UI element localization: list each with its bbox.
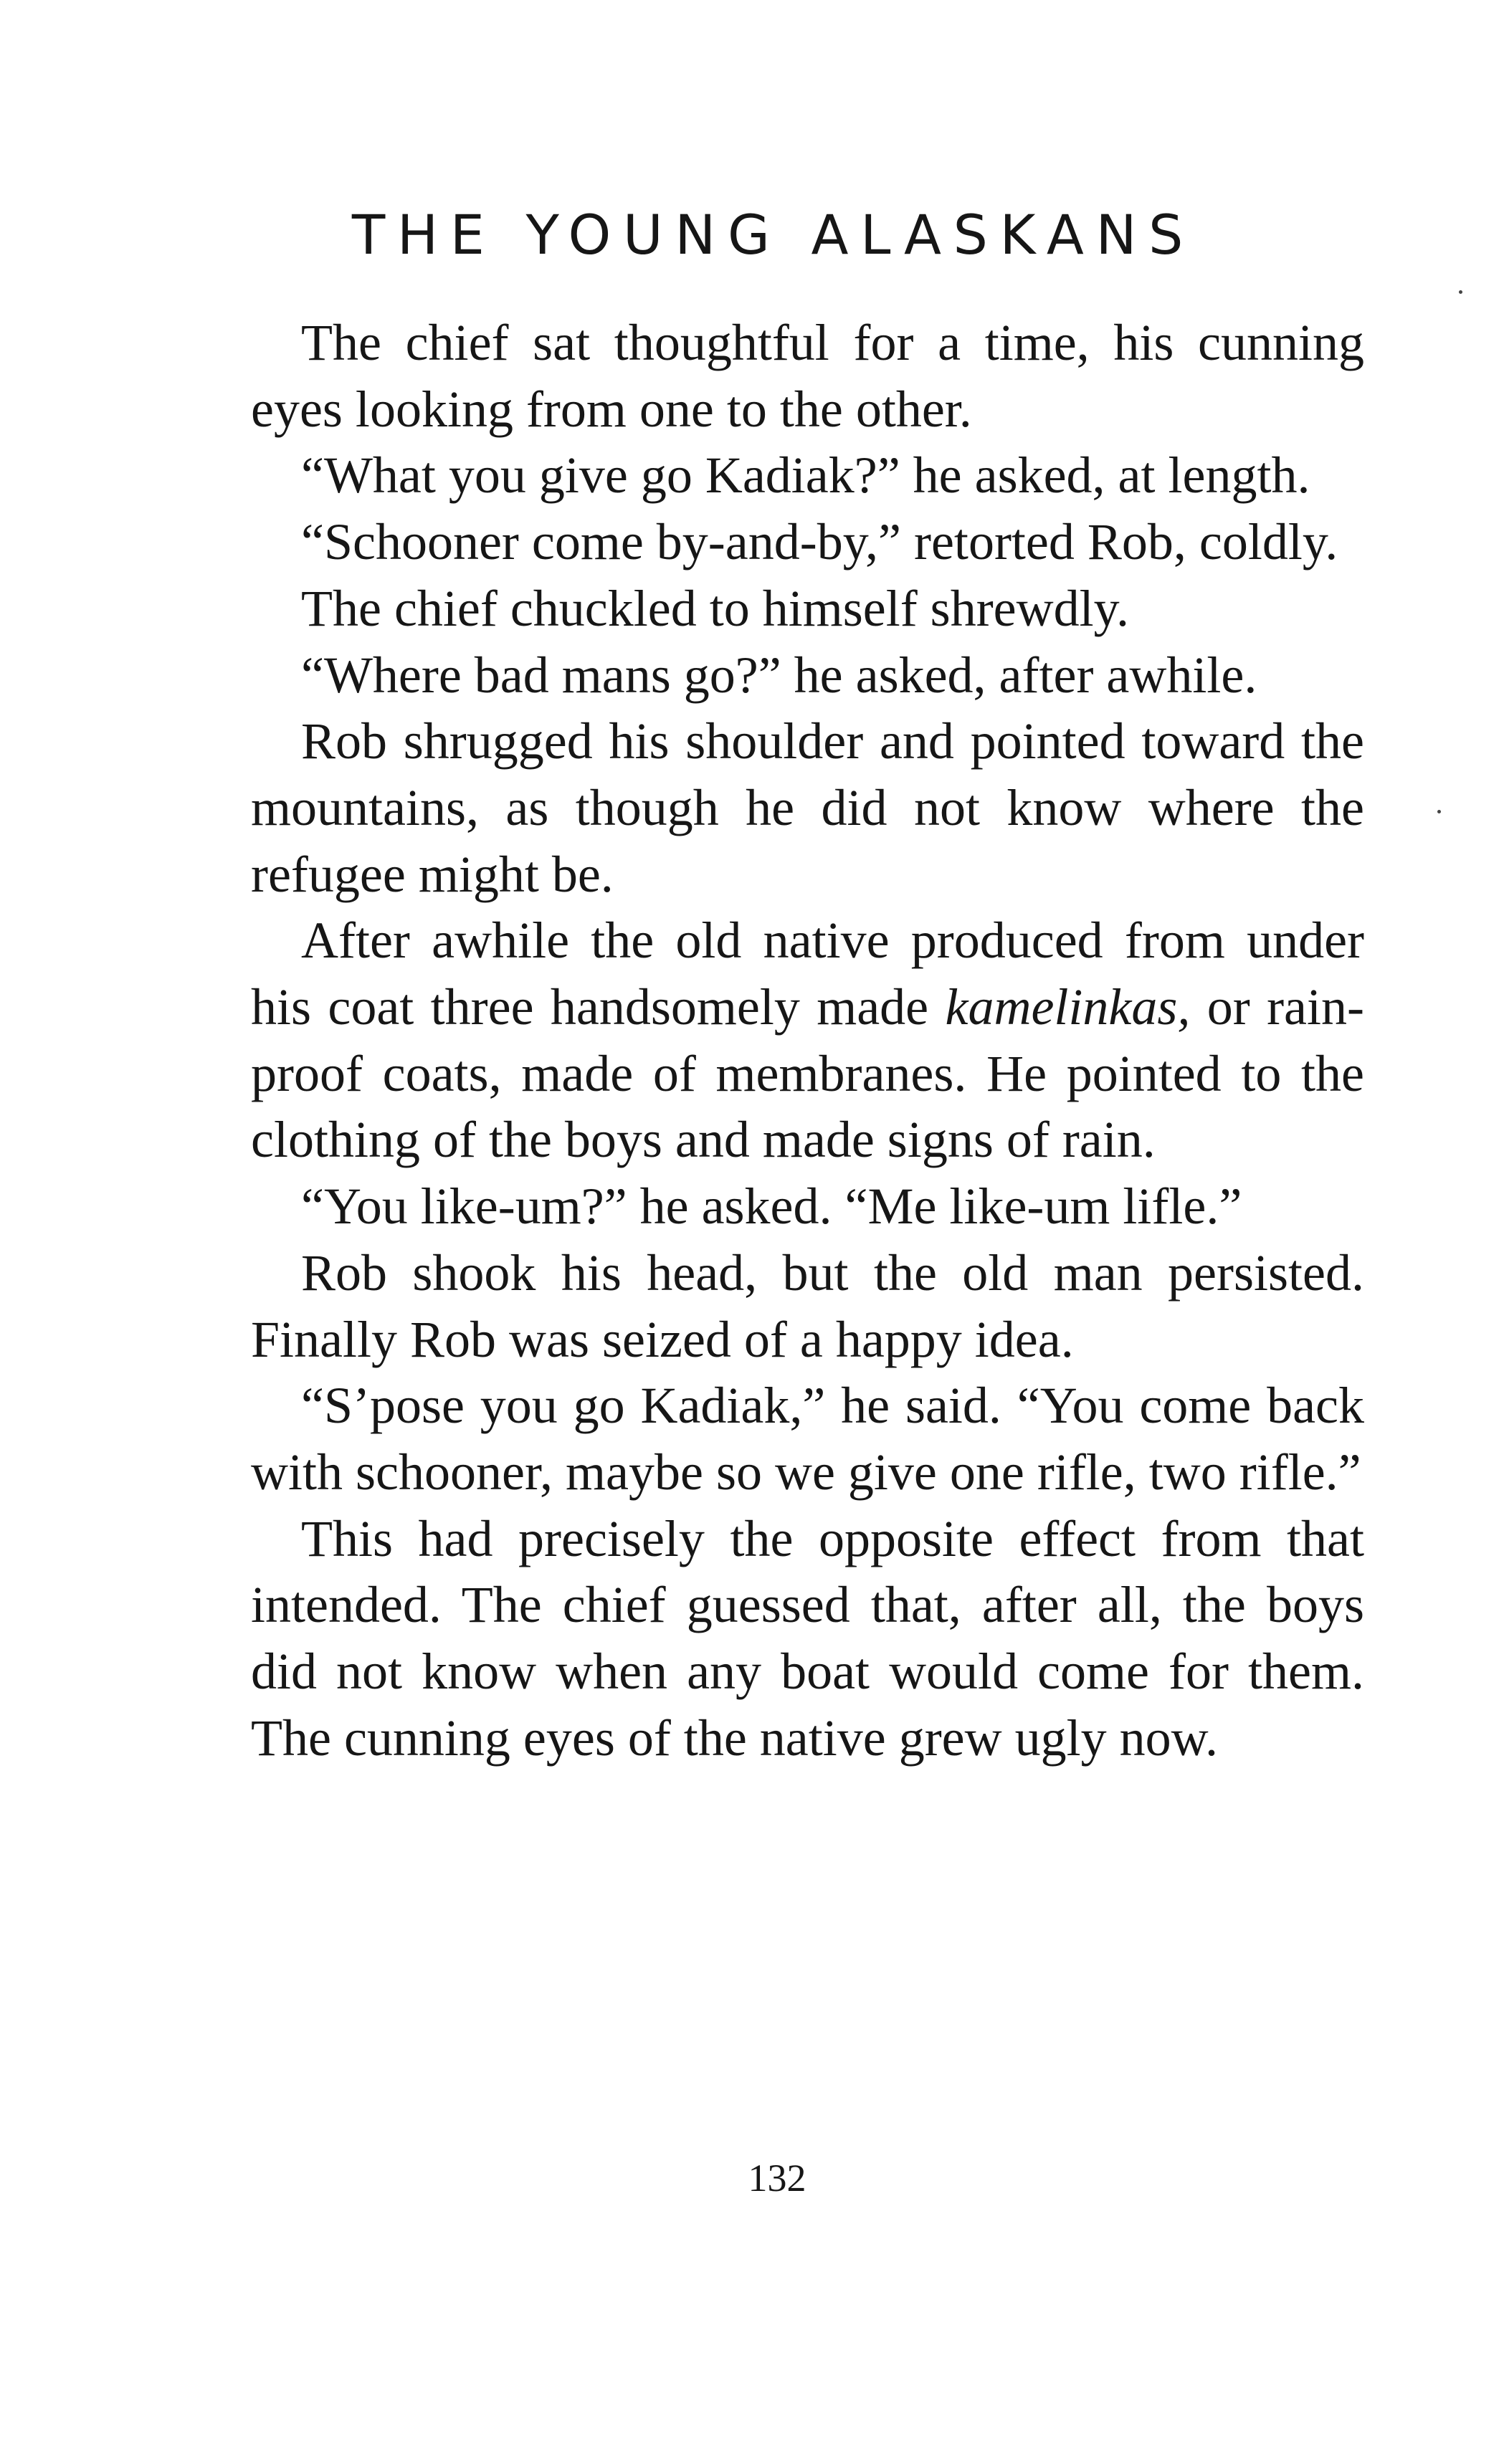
body-text (251, 310, 1364, 1771)
running-head: THE YOUNG ALASKANS (351, 203, 1196, 267)
paragraph: The chief chuckled to himself shrewdly. (301, 579, 1129, 637)
paragraph (251, 907, 1364, 1173)
paragraph: Rob shrugged his shoulder and pointed toward the mountains, as though he did not know where the refugee might be. (251, 712, 1364, 903)
paragraph: This had precisely the opposite effect from that intended. The chief guessed that, after all, the boys did not know when any boat would come for them. The cunning eyes of the native grew ugly now. (251, 1509, 1364, 1767)
paragraph: The chief sat thoughtful for a time, his cunning eyes looking from one to the other. (251, 314, 1364, 438)
page-number: 132 (748, 2157, 806, 2200)
paragraph: “S’pose you go Kadiak,” he said. “You come back with schooner, maybe so we give one rifle, two rifle.” (251, 1377, 1364, 1501)
paragraph-text: After awhile the old native produced from under his coat three handsomely made (251, 912, 1364, 1036)
paper-speck (1459, 290, 1462, 294)
italic-term: kamelinkas, (945, 978, 1191, 1036)
paragraph: “Where bad mans go?” he asked, after awhile. (301, 646, 1257, 704)
paragraph: “You like-um?” he asked. “Me like-um lifle.” (301, 1178, 1242, 1236)
paragraph-text: or rain-proof coats, made of membranes. He pointed to the clothing of the boys and made signs of rain. (251, 978, 1364, 1169)
paper-speck (1437, 810, 1441, 813)
paragraph: “Schooner come by-and-by,” retorted Rob, coldly. (301, 513, 1338, 571)
paragraph: “What you give go Kadiak?” he asked, at length. (301, 447, 1310, 505)
paragraph: Rob shook his head, but the old man persisted. Finally Rob was seized of a happy idea. (251, 1243, 1364, 1368)
